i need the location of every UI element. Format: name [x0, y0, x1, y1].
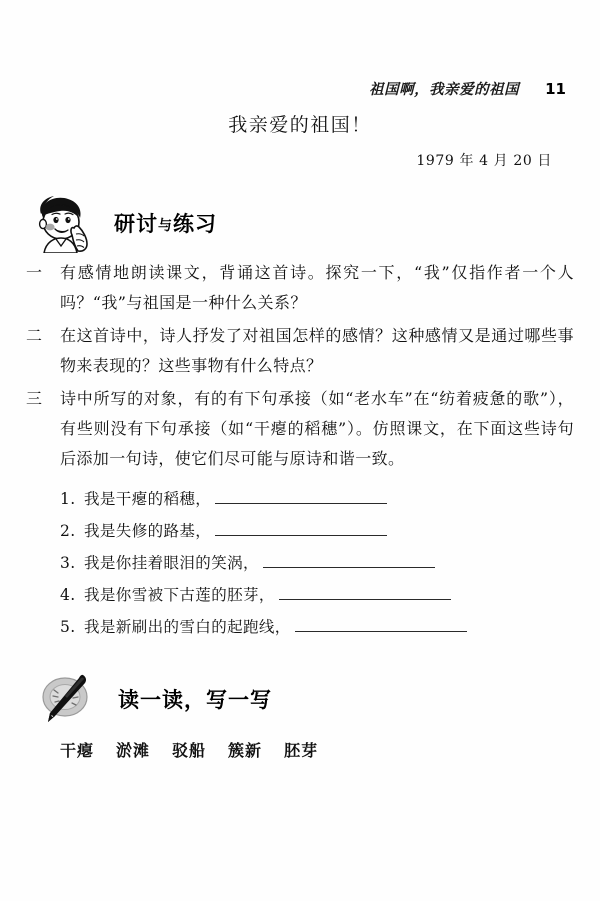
section-title-part-2: 与 [158, 218, 173, 234]
question-text: 在这首诗中，诗人抒发了对祖国怎样的感情？这种感情又是通过哪些事物来表现的？这些事物有什么特点？ [60, 326, 574, 375]
fill-in-number: 1. [60, 490, 76, 508]
poem-date: 1979 年 4 月 20 日 [416, 153, 552, 169]
fill-in-row [60, 615, 570, 647]
section-title-part-3: 练习 [173, 212, 217, 236]
vocabulary-word: 胚芽 [284, 741, 319, 760]
fill-in-row [60, 551, 570, 583]
question-text: 诗中所写的对象，有的有下句承接（如“老水车”在“纺着疲惫的歌”），有些则没有下句承接（如“干瘪的稻穗”）。仿照课文，在下面这些诗句后添加一句诗，使它们尽可能与原诗和谐一致。 [60, 389, 574, 468]
fill-in-blank-list [60, 487, 570, 647]
question-item [26, 384, 574, 474]
fill-in-blank-line[interactable] [263, 551, 435, 568]
vocabulary-word-row [60, 738, 318, 761]
fill-in-blank-line[interactable] [295, 615, 467, 632]
fill-in-blank-line[interactable] [215, 487, 387, 504]
section-title-read-write: 读一读，写一写 [118, 688, 272, 712]
fill-in-number: 2. [60, 522, 76, 540]
vocabulary-word: 干瘪 [60, 741, 95, 760]
pen-nib-icon [34, 669, 100, 729]
page-number: 11 [545, 80, 566, 98]
fill-in-prompt: 我是你雪被下古莲的胚芽， [84, 586, 275, 604]
fill-in-prompt: 我是你挂着眼泪的笑涡， [84, 554, 259, 572]
fill-in-prompt: 我是失修的路基， [84, 522, 212, 540]
boy-thumbs-up-icon [30, 193, 96, 253]
vocabulary-word: 驳船 [172, 741, 207, 760]
fill-in-row [60, 583, 570, 615]
section-heading-read-write [34, 668, 272, 730]
header-chapter-title: 祖国啊，我亲爱的祖国 [369, 81, 520, 98]
fill-in-number: 4. [60, 586, 76, 604]
fill-in-row [60, 487, 570, 519]
vocabulary-word: 淤滩 [116, 741, 151, 760]
question-item [26, 258, 574, 318]
question-marker: 二 [26, 326, 43, 345]
running-header [0, 78, 600, 104]
question-marker: 三 [26, 389, 43, 408]
fill-in-blank-line[interactable] [279, 583, 451, 600]
section-title-part-1: 研讨 [114, 212, 158, 236]
question-text: 有感情地朗读课文，背诵这首诗。探究一下，“我”仅指作者一个人吗？“我”与祖国是一种什么关系？ [60, 263, 574, 312]
vocabulary-word: 簇新 [228, 741, 263, 760]
fill-in-blank-line[interactable] [215, 519, 387, 536]
question-marker: 一 [26, 263, 43, 282]
question-item [26, 321, 574, 381]
section-title-exercises [114, 208, 217, 238]
exercise-question-list [26, 258, 574, 477]
poem-final-line: 我亲爱的祖国！ [228, 114, 372, 136]
fill-in-prompt: 我是干瘪的稻穗， [84, 490, 212, 508]
fill-in-number: 3. [60, 554, 76, 572]
fill-in-number: 5. [60, 618, 76, 636]
section-heading-exercises [30, 192, 217, 254]
fill-in-row [60, 519, 570, 551]
fill-in-prompt: 我是新刷出的雪白的起跑线， [84, 618, 291, 636]
